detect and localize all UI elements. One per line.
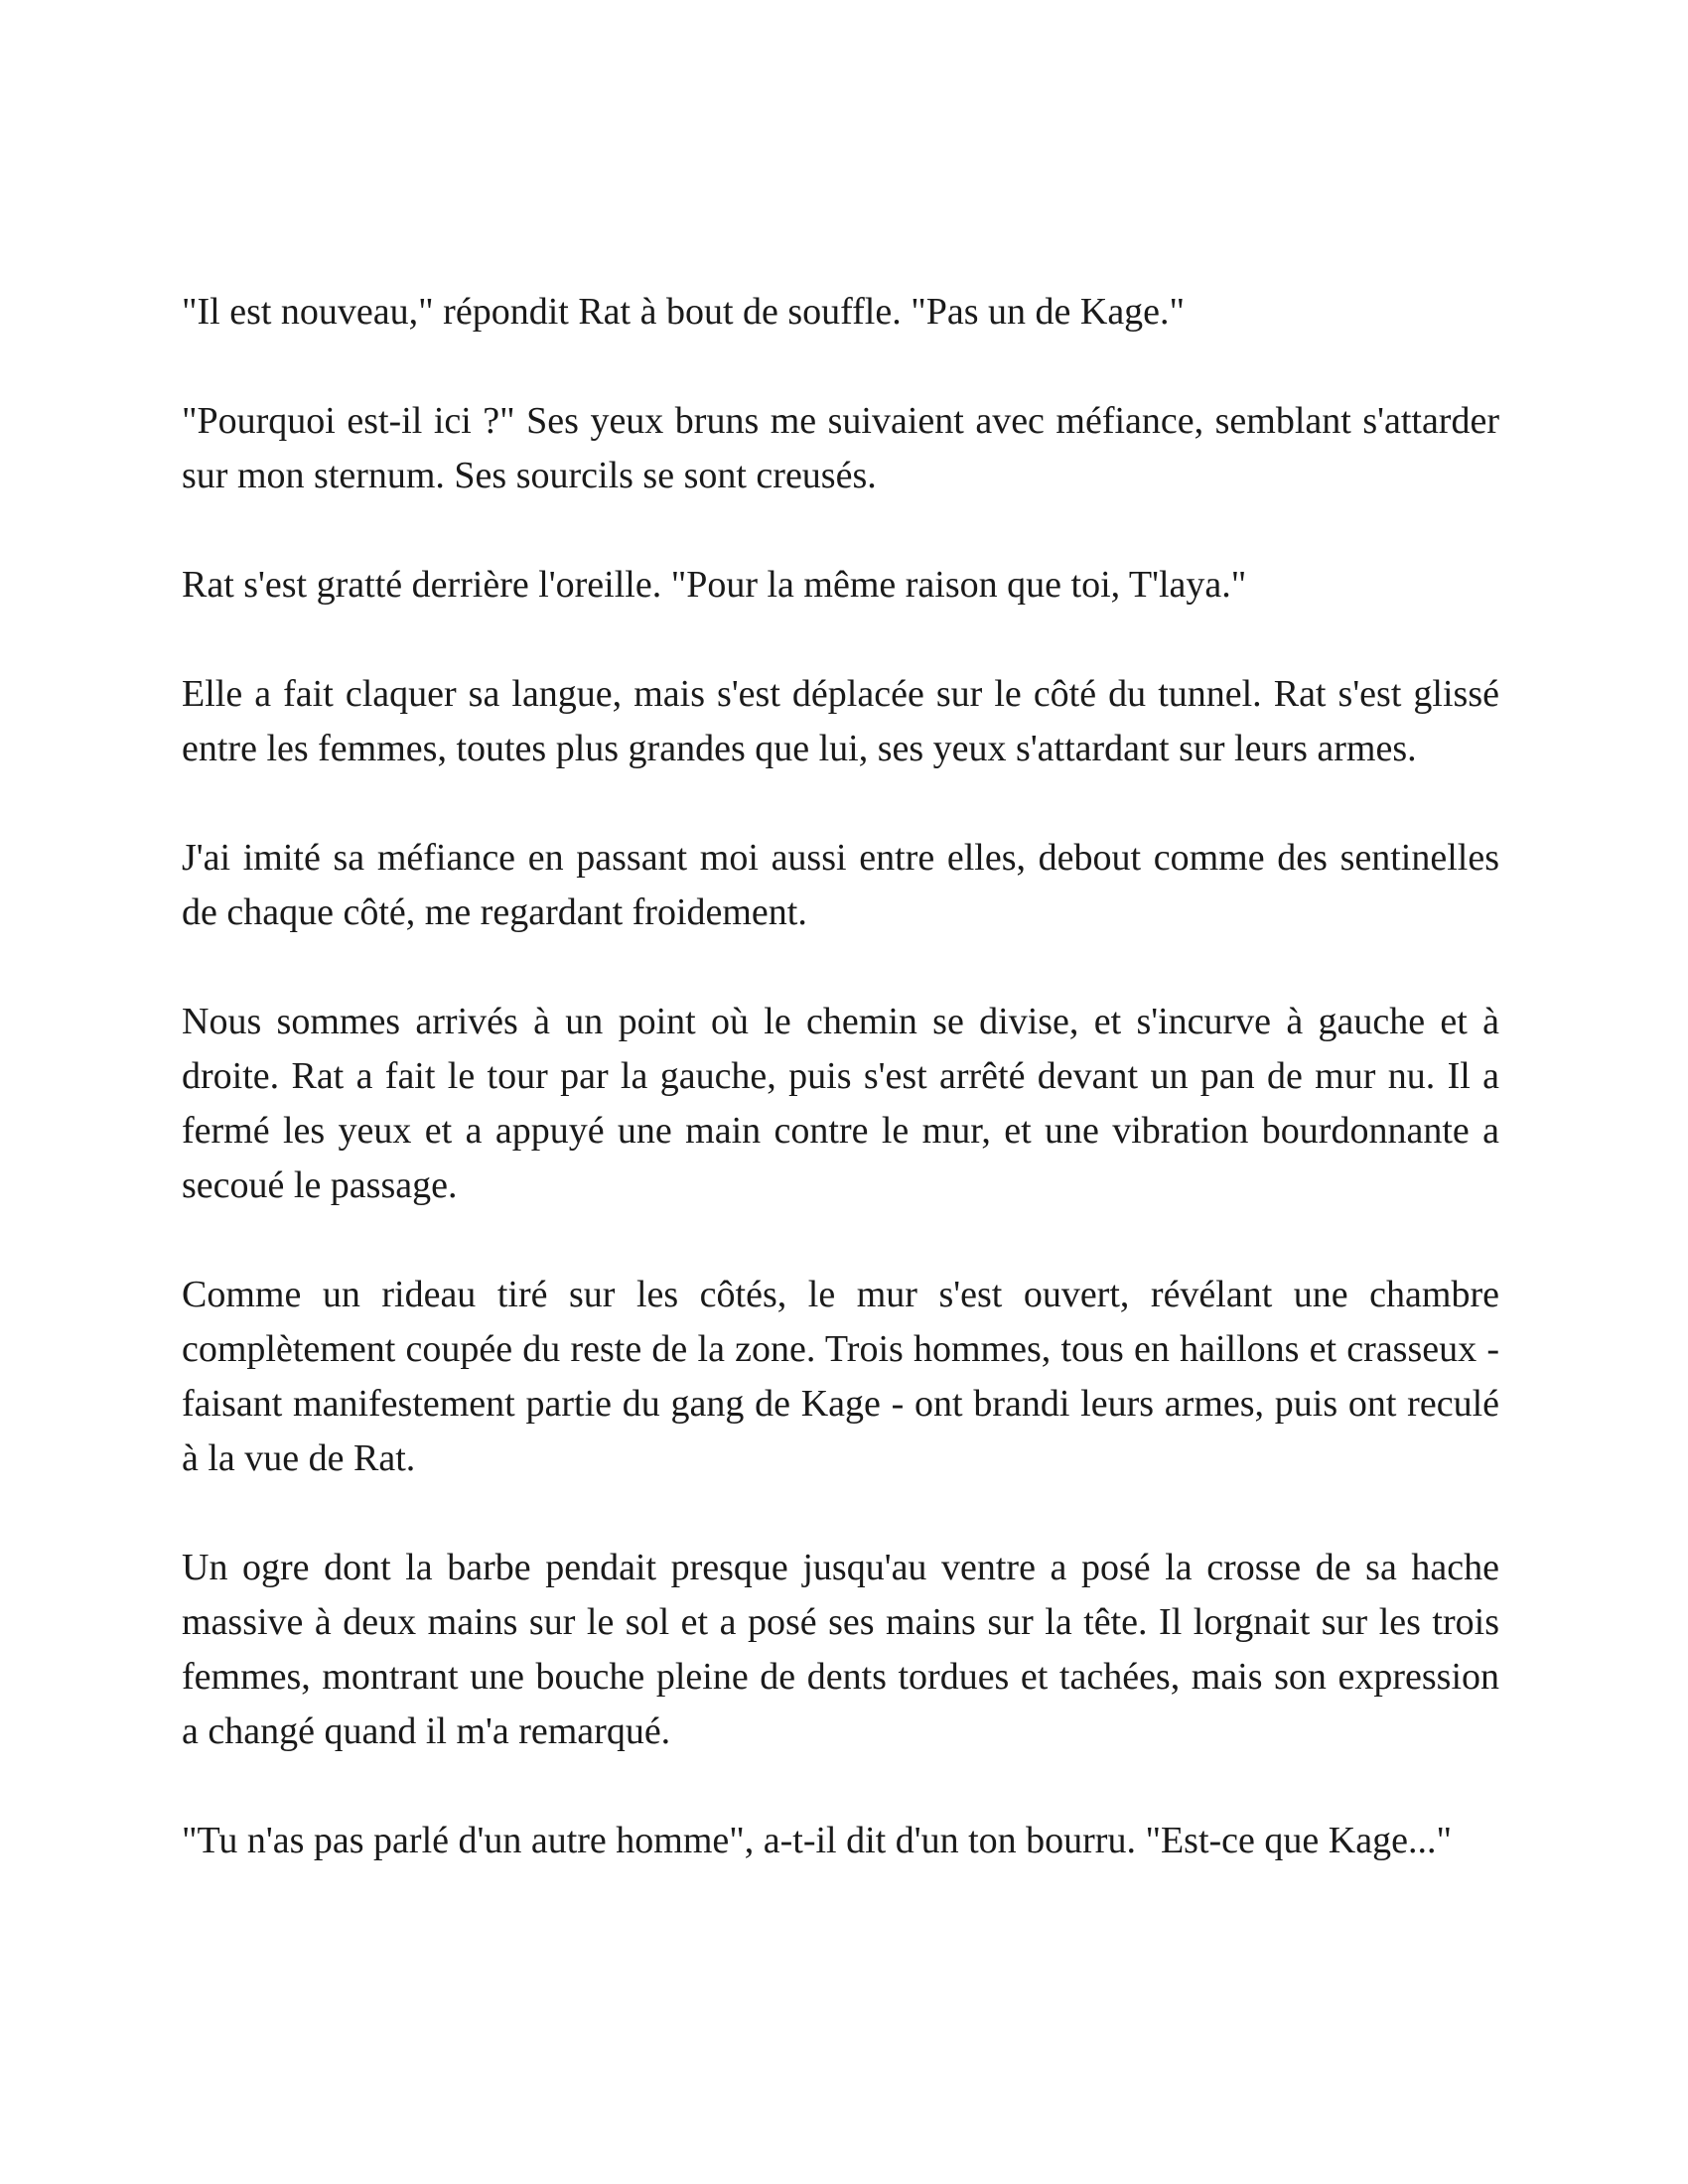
paragraph: Nous sommes arrivés à un point où le chemin se divise, et s'incurve à gauche et à droite. Rat a fait le tour par la gauche, puis s'est arrêté devant un pan de mur nu. Il a fermé les yeux et a appuyé une main contre le mur, et une vibration bourdonnante a secoué le passage. [182,1001,1499,1206]
paragraph: "Tu n'as pas parlé d'un autre homme", a-t-il dit d'un ton bourru. "Est-ce que Kage..." [182,1820,1452,1861]
paragraph: Elle a fait claquer sa langue, mais s'est déplacée sur le côté du tunnel. Rat s'est glissé entre les femmes, toutes plus grandes que lui, ses yeux s'attardant sur leurs armes. [182,673,1499,769]
paragraph: Un ogre dont la barbe pendait presque jusqu'au ventre a posé la crosse de sa hache massive à deux mains sur le sol et a posé ses mains sur la tête. Il lorgnait sur les trois femmes, montrant une bouche pleine de dents tordues et tachées, mais son expression a changé quand il m'a remarqué. [182,1547,1499,1752]
paragraph: "Pourquoi est-il ici ?" Ses yeux bruns me suivaient avec méfiance, semblant s'attarder sur mon sternum. Ses sourcils se sont creusés. [182,400,1499,496]
paragraph: "Il est nouveau," répondit Rat à bout de souffle. "Pas un de Kage." [182,291,1186,333]
paragraph: Rat s'est gratté derrière l'oreille. "Pour la même raison que toi, T'laya." [182,564,1247,606]
paragraph: J'ai imité sa méfiance en passant moi aussi entre elles, debout comme des sentinelles de chaque côté, me regardant froidement. [182,837,1499,933]
document-page [182,285,1499,1868]
paragraph: Comme un rideau tiré sur les côtés, le mur s'est ouvert, révélant une chambre complètement coupée du reste de la zone. Trois hommes, tous en haillons et crasseux - faisant manifestement partie du gang de Kage - ont brandi leurs armes, puis ont reculé à la vue de Rat. [182,1274,1499,1479]
